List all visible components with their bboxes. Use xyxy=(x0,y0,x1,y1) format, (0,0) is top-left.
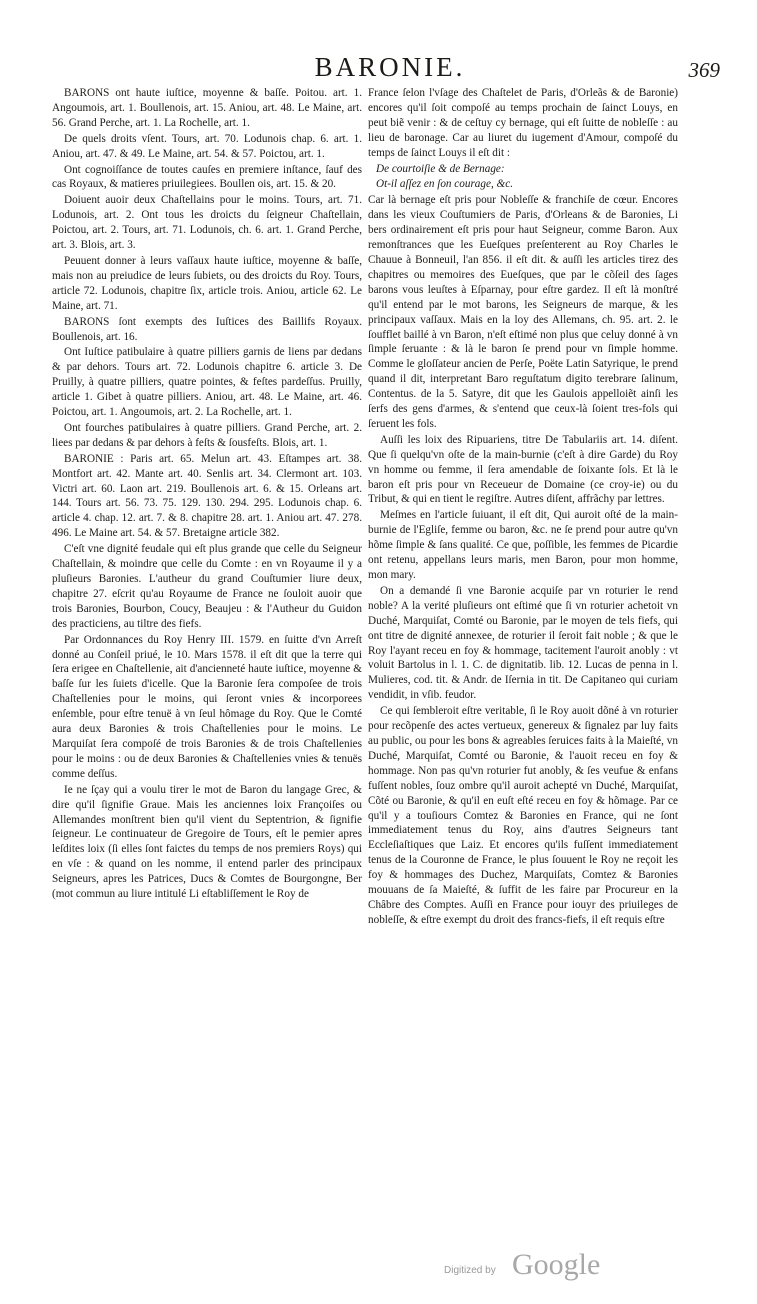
paragraph: Doiuent auoir deux Chaſtellains pour le moins. Tours, art. 71. Lodunois, art. 2. Ont tous les droicts du ſeigneur Chaſtellain, Poictou, art. 2. Tours, art. 71. Lodunois, ch. 6. art. 1. Grand Perche, art. 3. Blois, art. 3. xyxy=(52,194,362,252)
google-logo: Google xyxy=(512,1248,601,1281)
page-header xyxy=(60,52,720,86)
paragraph: Meſmes en l'article ſuiuant, il eſt dit, Qui auroit oſté de la main-burnie de l'Egliſe, femme ou baron, &c. ne ſe prend pour autre qu'vn hõme ſimple & ſans qualité. Ce que, poſſible, les femmes de Picardie ont retenu, appellans leurs maris, men Baron, pour mon homme, mon mary. xyxy=(368,509,678,581)
paragraph: Ont fourches patibulaires à quatre pilliers. Grand Perche, art. 2. liees par dedans & par dehors à feſts & ſousfeſts. Blois, art. 1. xyxy=(52,421,362,449)
paragraph: On a demandé ſi vne Baronie acquiſe par vn roturier le rend noble? A la verité pluſieurs ont eſtimé que ſi vn roturier achetoit vn Duché, Marquiſat, Comté ou Baronie, par le moyen de tels fiefs, qui ont titre de dignité annexee, de roturier il ſeroit fait noble ; & que le Roy l'ayant receu en foy & hommage, tacitement l'auroit anobly : vt voluit Bartolus in l. 1. C. de dignitatib. lib. 12. Lucas de penna in l. Mulieres, cod. tit. & Andr. de Iſernia in tit. De Capitaneo qui curiam vendidit, in vſib. feudor. xyxy=(368,584,678,702)
paragraph: Par Ordonnances du Roy Henry III. 1579. en ſuitte d'vn Arreſt donné au Conſeil priué, le 10. Mars 1578. il eſt dit que la terre qui ſera erigee en Chaſtellenie, ait d'ancienneté haute iuſtice, moyenne & baſſe ſur les ſuiets d'icelle. Que la Baronie ſera compoſee de trois Chaſtellenies pour le moins, qui ſeront vnies & incorporees enſemble, pour eſtre tenuë à vn ſeul hômage du Roy. Que le Comté aura deux Baronies & trois Chaſtellenies pour le moins. Le Marquiſat ſera compoſé de trois Baronies & de trois Chaſtellenies pour le moins : ou de deux Baronies & Chaſtellenies vnies & tenuës comme deſſus. xyxy=(52,633,362,780)
page-number: 369 xyxy=(688,58,720,82)
paragraph: Ie ne ſçay qui a voulu tirer le mot de Baron du langage Grec, & dire qu'il ſignifie Graue. Mais les anciennes loix Françoiſes ou Allemandes monſtrent bien qu'il vient du Septentrion, & ſignifie ſeigneur. Le continuateur de Gregoire de Tours, eſt le pemier apres leſdites loix (ſi elles ſont faictes du temps de nos premiers Roys) qui en vſe : & quand on les nomme, il entend parler des principaux Seigneurs, apres les Patrices, Ducs & Comtes de Bourgongne, Ber (mot commun au liure intitulé Li eſtabliſſement le Roy de xyxy=(52,783,362,901)
verse-line: De courtoiſie & de Bernage: xyxy=(376,162,505,175)
paragraph: Car là bernage eſt pris pour Nobleſſe & franchiſe de cœur. Encores dans les vieux Couſtumiers de Paris, d'Orleans & de Baronies, Li bers ordinairement eſt pris pour haut Seigneur, comme Baron. Aux remonſtrances que les Eueſques preſenterent au Roy Charles le Chauue à Bonneuil, l'an 856. il eſt dit. & auſſi les articles tirez des chapitres ou memoires des Eueſques, que par le cõſeil des ſages barons vous leuſtes à Eſparnay, pour eſtre gardez. Il eſt là monſtré qu'il entend par le mot barons, les Seigneurs de marque, & les principaux vaſſaux. Mais en la loy des Allemans, ch. 95. art. 2. le ſoufflet baillé à vn Baron, n'eſt eſtimé non plus que celuy donné à vn ſimple ſeruante : & là le baron ſe prend pour vn ſimple homme. Comme le gloſſateur ancien de Perſe, Poëte Latin Satyrique, le prend quand il dit, interpretant Baro reguſtatum digito terebrare ſalinum, Contentus. de la 5. Satyre, dit que les Gaulois appelloiẽt ainſi les ſerfs des gens d'armes, & s'entend que ceux-là ſoient tres-fols qui ſeruent les fols. xyxy=(368,194,678,430)
running-title: BARONIE. xyxy=(314,52,466,82)
paragraph: Ce qui ſembleroit eſtre veritable, ſi le Roy auoit dõné à vn roturier pour recõpenſe des actes vertueux, genereux & ſignalez par luy faits au public, ou pour les bons & agreables ſeruices faits à la Maieſté, vn Duché, Marquiſat, Comté ou Baronie, & l'auoit receu en foy & hommage. Non pas qu'vn roturier fut anobly, & ſes veufue & enfans fuſſent nobles, ſouz ombre qu'il auroit achepté vn Duché, Marquiſat, Cõté ou Baronie, & qu'il en euſt eſté receu en foy & hõmage. Par ce qu'il y a touſiours Comtez & Baronies en France, qui ne ſont immediatement tenus du Roy, ains d'autres Seigneurs tant Eccleſiaſtiques que Laiz. Et encores qu'ils fuſſent immediatement tenus de la Couronne de France, le plus ſouuent le Roy ne reçoit les foy & hommages des Duchez, Marquiſats, Comtez & Baronies mouuans de ſa Maieſté, & ſuffit de les faire par Procureur en la Châbre des Comptes. Auſſi en France pour iouyr des priuileges de nobleſſe, & eſtre exempt du droit des francs-fiefs, il eſt requis eſtre xyxy=(368,705,678,926)
digitized-watermark xyxy=(440,1248,700,1288)
digitized-label: Digitized by xyxy=(444,1265,496,1276)
paragraph: C'eſt vne dignité feudale qui eſt plus grande que celle du Seigneur Chaſtellain, & moindre que celle du Comte : en vn Royaume il y a pluſieurs Baronies. L'autheur du grand Couſtumier liure deux, chapitre 27. eſcrit qu'au Royaume de France ne ſouloit auoir que trois Baronies, Bourbon, Coucy, Beaujeu : & l'Autheur du Guidon des practiciens, au tiltre des fiefs. xyxy=(52,543,362,630)
paragraph: Ont cognoiſſance de toutes cauſes en premiere inſtance, ſauf des cas Royaux, & matieres priuilegiees. Boullen ois, art. 15. & 20. xyxy=(52,163,362,191)
paragraph: Auſſi les loix des Ripuariens, titre De Tabulariis art. 14. diſent. Que ſi quelqu'vn oſte de la main-burnie (c'eſt à dire Garde) du Roy vn homme ou femme, il ſera amendable de ſoixante ſols. Et là le baron eſt pris pour vn Receueur de Domaine (ce croy-ie) ou du Tribut, & qui en tient le regiſtre. Autres diſent, affrãchy par lettres. xyxy=(368,433,678,506)
verse-line: Ot-il aſſez en ſon courage, &c. xyxy=(376,178,514,191)
left-column xyxy=(52,86,362,903)
paragraph: De quels droits vſent. Tours, art. 70. Lodunois chap. 6. art. 1. Aniou, art. 47. & 49. Le Maine, art. 54. & 57. Poictou, art. 1. xyxy=(52,132,362,160)
paragraph: Ont Iuſtice patibulaire à quatre pilliers garnis de liens par dedans & par dehors. Tours art. 72. Lodunois chapitre 6. article 3. De Pruilly, à quatre pilliers, quatre pointes, & feſtes pardeſſus. Pruilly, article 1. Gibet à quatre pilliers. Aniou, art. 48. Le Maine, art. 46. Poictou, art. 1. Angoumois, art. 2. La Rochelle, art. 1. xyxy=(52,346,362,419)
paragraph: BARONS ont haute iuſtice, moyenne & baſſe. Poitou. art. 1. Angoumois, art. 1. Boullenois, art. 15. Aniou, art. 48. Le Maine, art. 56. Grand Perche, art. 1. La Rochelle, art. 1. xyxy=(52,87,362,129)
paragraph: France ſelon l'vſage des Chaſtelet de Paris, d'Orleãs & de Baronie) encores qu'il ſoit compoſé au temps prochain de ſainct Louys, en peut biẽ venir : & de ceſtuy cy bernage, qui eſt ſuitte de nobleſſe : au lieu de baronage. Car au liuret du iugement d'Amour, compoſé du temps de ſainct Louys il eſt dit : xyxy=(368,87,678,159)
paragraph: BARONS ſont exempts des Iuſtices des Baillifs Royaux. Boullenois, art. 16. xyxy=(52,315,362,343)
paragraph: Peuuent donner à leurs vaſſaux haute iuſtice, moyenne & baſſe, mais non au preiudice de leurs ſubiets, ou des droicts du Roy. Tours, article 72. Lodunois, chapitre ſix, article trois. Aniou, article 62. Le Maine, art. 71. xyxy=(52,254,362,312)
right-column xyxy=(368,86,678,929)
paragraph: BARONIE : Paris art. 65. Melun art. 43. Eſtampes art. 38. Montfort art. 42. Mante art. 40. Senlis art. 34. Clermont art. 103. Victri art. 60. Laon art. 219. Boullenois art. 6. & 15. Orleans art. 144. Tours art. 56. 73. 75. 129. 130. 294. 295. Lodunois chap. 6. article 4. chap. 12. art. 7. & 8. chapitre 28. art. 1. Aniou art. 47. 278. 496. Le Maine art. 54. & 57. Bretaigne article 382. xyxy=(52,452,362,540)
